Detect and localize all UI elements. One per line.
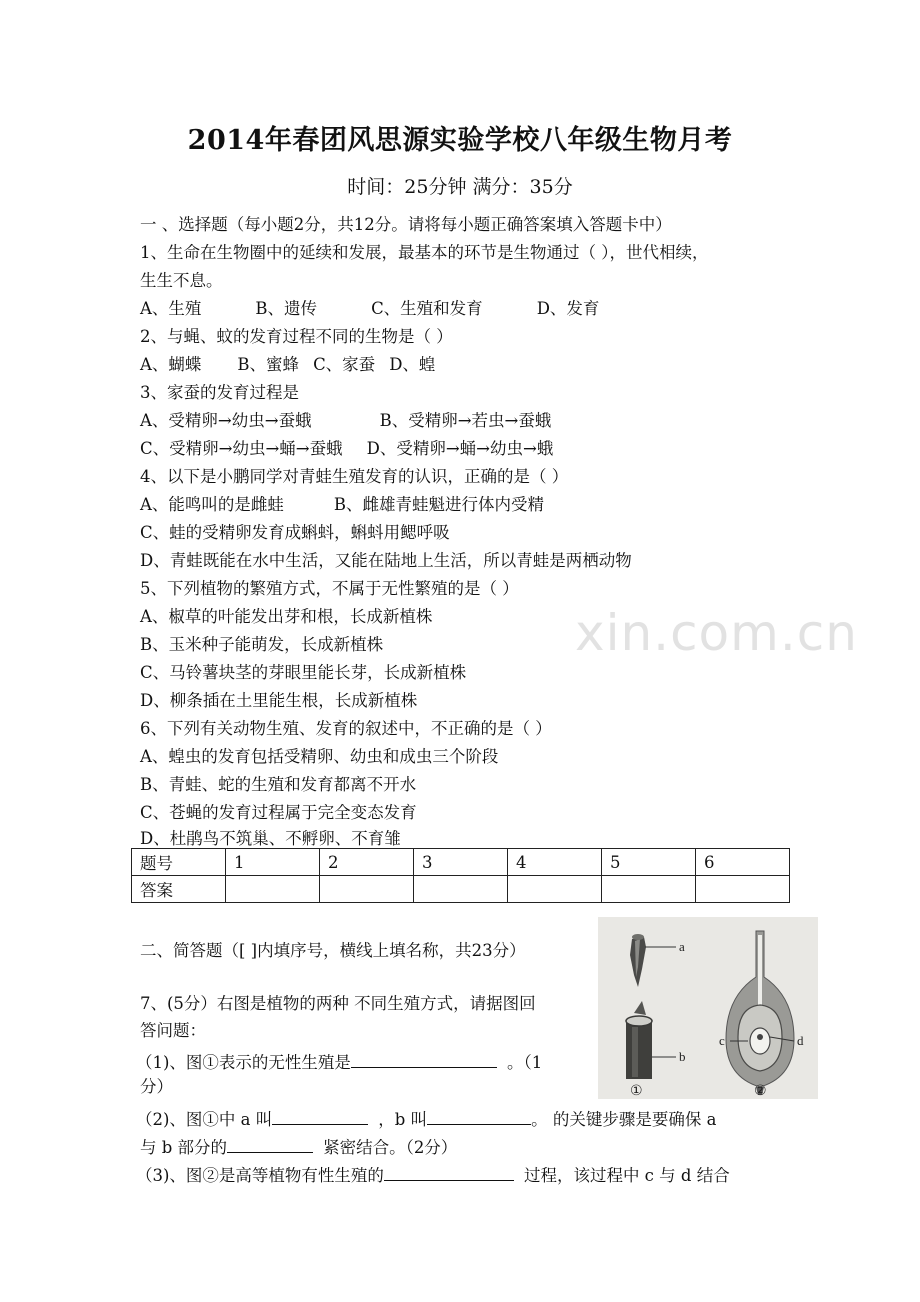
q4-option-d: D、青蛙既能在水中生活，又能在陆地上生活，所以青蛙是两栖动物 [140, 551, 632, 570]
q1-option-a: A、生殖 [140, 299, 202, 318]
q2-options [140, 354, 435, 376]
answer-card-number-row [132, 849, 790, 876]
q2-stem: 2、与蝇、蚊的发育过程不同的生物是（ ） [140, 327, 453, 346]
answer-card-number: 3 [414, 849, 508, 876]
q6-option-b: B、青蛙、蛇的生殖和发育都离不开水 [140, 775, 417, 794]
q4-option-a: A、能鸣叫的是雌蛙 [140, 495, 284, 514]
answer-card-answer-cell[interactable] [508, 876, 602, 903]
q3-options-row2 [140, 438, 553, 460]
q7-part1 [136, 1049, 542, 1074]
q4-options-row1 [140, 494, 544, 516]
q7-part1-suffix: 。（1 [506, 1053, 543, 1072]
figure2-label: ② [754, 1083, 767, 1099]
q3-option-c: C、受精卵→幼虫→蛹→蚕蛾 [140, 439, 343, 458]
q1-option-b: B、遗传 [255, 299, 318, 318]
answer-card-answer-cell[interactable] [320, 876, 414, 903]
answer-card-answer-cell[interactable] [226, 876, 320, 903]
q5-option-b: B、玉米种子能萌发，长成新植株 [140, 635, 384, 654]
label-d: d [797, 1033, 804, 1048]
q2-option-c: C、家蚕 [313, 355, 376, 374]
q7-part2-line2 [140, 1134, 457, 1159]
label-c: c [719, 1033, 725, 1048]
q4-stem: 4、以下是小鹏同学对青蛙生殖发育的认识，正确的是（ ） [140, 467, 569, 486]
answer-card-number-header: 题号 [132, 849, 226, 876]
q1-stem-line2: 生生不息。 [140, 271, 223, 290]
q2-option-a: A、蝴蝶 [140, 355, 202, 374]
q2-option-d: D、蝗 [389, 355, 436, 374]
q7-part3 [136, 1162, 730, 1187]
q1-stem-line1: 1、生命在生物圈中的延续和发展，最基本的环节是生物通过（ ），世代相续， [140, 243, 709, 262]
q2-option-b: B、蜜蜂 [237, 355, 300, 374]
watermark: xin.com.cn [575, 604, 858, 662]
q7-part1-line2: 分） [140, 1077, 173, 1096]
section2-heading: 二、简答题（[ ]内填序号，横线上填名称，共23分） [140, 941, 526, 960]
answer-card-answer-cell[interactable] [414, 876, 508, 903]
q7-part2 [136, 1106, 716, 1131]
q5-option-d: D、柳条插在土里能生根，长成新植株 [140, 691, 418, 710]
q4-option-c: C、蛙的受精卵发育成蝌蚪，蝌蚪用鳃呼吸 [140, 523, 450, 542]
answer-card-answer-row [132, 876, 790, 903]
answer-card-answer-cell[interactable] [602, 876, 696, 903]
q7-stem-line2: 答问题： [140, 1021, 206, 1040]
q3-option-d: D、受精卵→蛹→幼虫→蛾 [366, 439, 554, 458]
q7-part2-middle: ，b 叫 [378, 1110, 428, 1129]
q3-option-a: A、受精卵→幼虫→蚕蛾 [140, 411, 312, 430]
q6-stem: 6、下列有关动物生殖、发育的叙述中，不正确的是（ ） [140, 719, 552, 738]
answer-blank[interactable] [351, 1049, 497, 1068]
q1-option-c: C、生殖和发育 [371, 299, 483, 318]
answer-blank[interactable] [427, 1106, 531, 1125]
q7-stem-line1: 7、(5分）右图是植物的两种 不同生殖方式，请据图回 [140, 994, 536, 1013]
q5-stem: 5、下列植物的繁殖方式，不属于无性繁殖的是（ ） [140, 579, 519, 598]
q3-option-b: B、受精卵→若虫→蚕蛾 [379, 411, 552, 430]
label-b: b [679, 1049, 686, 1064]
q6-option-d: D、杜鹃鸟不筑巢、不孵卵、不育雏 [140, 829, 401, 848]
q6-option-c: C、苍蝇的发育过程属于完全变态发育 [140, 803, 417, 822]
reproduction-figure [598, 917, 818, 1099]
answer-card-number: 5 [602, 849, 696, 876]
q4-option-b: B、雌雄青蛙魁进行体内受精 [333, 495, 545, 514]
label-a: a [679, 939, 685, 954]
answer-card-number: 1 [226, 849, 320, 876]
page-subtitle: 时间：25分钟 满分：35分 [347, 176, 573, 198]
answer-card-answer-cell[interactable] [696, 876, 790, 903]
q7-part2-line2-prefix: 与 b 部分的 [140, 1138, 228, 1157]
answer-card-answer-header: 答案 [132, 876, 226, 903]
reproduction-figure-image [598, 917, 818, 1099]
q5-option-c: C、马铃薯块茎的芽眼里能长芽，长成新植株 [140, 663, 467, 682]
q7-part1-prefix: （1)、图①表示的无性生殖是 [136, 1053, 351, 1072]
section1-heading: 一 、选择题（每小题2分，共12分。请将每小题正确答案填入答题卡中） [140, 215, 672, 234]
answer-card-number: 2 [320, 849, 414, 876]
q7-part3-prefix: （3)、图②是高等植物有性生殖的 [136, 1166, 384, 1185]
q5-option-a: A、椒草的叶能发出芽和根，长成新植株 [140, 607, 433, 626]
q1-option-d: D、发育 [536, 299, 600, 318]
answer-blank[interactable] [272, 1106, 368, 1125]
answer-card-number: 4 [508, 849, 602, 876]
figure1-label: ① [630, 1083, 643, 1099]
q6-option-a: A、蝗虫的发育包括受精卵、幼虫和成虫三个阶段 [140, 747, 499, 766]
answer-blank[interactable] [227, 1134, 313, 1153]
q7-part2-line2-suffix: 紧密结合。（2分） [323, 1138, 458, 1157]
q3-options-row1 [140, 410, 551, 432]
q3-stem: 3、家蚕的发育过程是 [140, 383, 299, 402]
q7-part2-suffix: 。 的关键步骤是要确保 a [531, 1110, 717, 1129]
q7-part3-suffix: 过程，该过程中 c 与 d 结合 [523, 1166, 730, 1185]
answer-blank[interactable] [384, 1162, 514, 1181]
q7-part2-prefix: （2)、图①中 a 叫 [136, 1110, 273, 1129]
answer-card-number: 6 [696, 849, 790, 876]
page-title: 2014年春团风思源实验学校八年级生物月考 [187, 125, 733, 156]
q1-options [140, 298, 599, 320]
answer-card-table [131, 848, 790, 903]
